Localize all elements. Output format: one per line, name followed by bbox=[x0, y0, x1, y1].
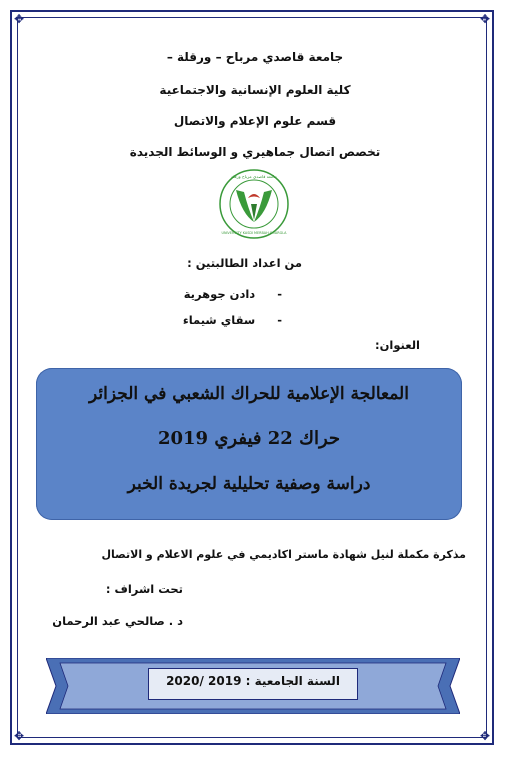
corner-ornament-icon: ✥ bbox=[13, 729, 25, 743]
university-name: جامعة قاصدي مرباح – ورقلة – bbox=[166, 50, 344, 64]
department-name: قسم علوم الإعلام والاتصال bbox=[173, 114, 337, 128]
author-name: دادن جوهرية bbox=[183, 287, 256, 301]
thesis-title-line-3: دراسة وصفية تحليلية لجريدة الخبر bbox=[127, 474, 371, 494]
svg-text:UNIVERSITY KASDI MERBAH OUARGL: UNIVERSITY KASDI MERBAH OUARGLA bbox=[221, 231, 287, 235]
author-name-2 bbox=[183, 313, 282, 327]
academic-year: السنة الجامعية : 2019 /2020 bbox=[166, 674, 340, 688]
thesis-note: مذكرة مكملة لنيل شهادة ماستر اكاديمي في علوم الاعلام و الاتصال bbox=[101, 548, 466, 561]
specialty-name: تخصص اتصال جماهيري و الوسائط الجديدة bbox=[129, 145, 381, 159]
faculty-name: كلية العلوم الإنسانية والاجتماعية bbox=[159, 83, 351, 97]
thesis-title-box bbox=[36, 368, 462, 520]
supervisor-name: د . صالحي عبد الرحمان bbox=[52, 614, 183, 628]
authors-label: من اعداد الطالبتين : bbox=[187, 256, 302, 270]
author-name: سقاي شيماء bbox=[182, 313, 256, 327]
thesis-title-line-1: المعالجة الإعلامية للحراك الشعبي في الجزائر bbox=[89, 384, 409, 404]
author-name-1 bbox=[184, 287, 282, 301]
corner-ornament-icon: ✥ bbox=[479, 12, 491, 26]
corner-ornament-icon: ✥ bbox=[13, 12, 25, 26]
supervision-label: تحت اشراف : bbox=[105, 582, 183, 596]
thesis-title-line-2: حراك 22 فيفري 2019 bbox=[157, 428, 341, 449]
list-bullet: - bbox=[277, 313, 282, 327]
university-seal-logo bbox=[218, 168, 290, 240]
title-label: العنوان: bbox=[374, 338, 420, 352]
corner-ornament-icon: ✥ bbox=[479, 729, 491, 743]
list-bullet: - bbox=[277, 287, 282, 301]
svg-text:جامعة قاصدي مرباح ورقلة: جامعة قاصدي مرباح ورقلة bbox=[230, 174, 278, 179]
